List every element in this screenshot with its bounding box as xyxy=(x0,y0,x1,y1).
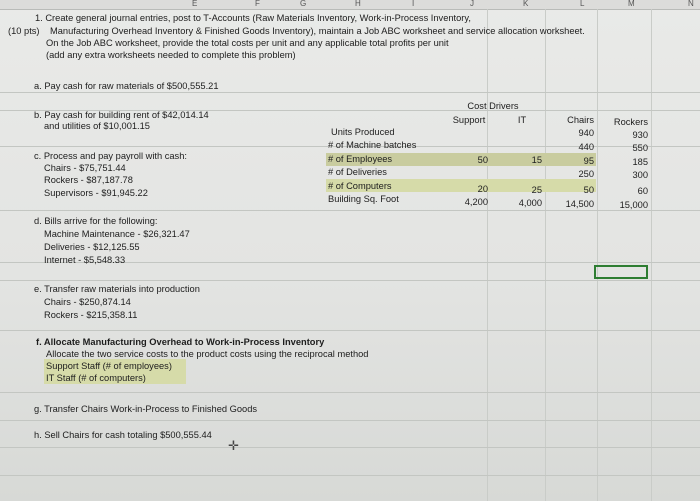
cell-chairs[interactable]: 14,500 xyxy=(565,199,594,209)
row-label[interactable]: Units Produced xyxy=(331,127,395,137)
column-header-row xyxy=(0,0,700,10)
column-letter[interactable]: F xyxy=(255,0,260,8)
cell-chairs[interactable]: 50 xyxy=(583,185,594,195)
column-letter[interactable]: E xyxy=(192,0,198,8)
cell-rockers[interactable]: 930 xyxy=(632,130,648,140)
cell-rockers[interactable]: 300 xyxy=(632,170,648,180)
item-e-line-3[interactable]: Rockers - $215,358.11 xyxy=(44,310,138,320)
item-e-line-2[interactable]: Chairs - $250,874.14 xyxy=(44,297,131,307)
cell-support[interactable]: 50 xyxy=(477,155,488,165)
grid-line xyxy=(0,447,700,448)
grid-line xyxy=(0,280,700,281)
cell-chairs[interactable]: 250 xyxy=(578,169,594,179)
header-it: IT xyxy=(517,115,527,125)
column-letter[interactable]: H xyxy=(355,0,361,8)
item-a[interactable]: a. Pay cash for raw materials of $500,555.21 xyxy=(34,81,219,91)
cost-drivers-header: Cost Drivers xyxy=(467,101,519,111)
column-letter[interactable]: K xyxy=(523,0,529,8)
grid-line xyxy=(0,92,700,93)
grid-line xyxy=(0,420,700,421)
header-chairs: Chairs xyxy=(567,115,594,125)
column-letter[interactable]: M xyxy=(628,0,635,8)
item-d-line-2[interactable]: Machine Maintenance - $26,321.47 xyxy=(44,229,190,239)
cell-chairs[interactable]: 940 xyxy=(578,128,594,138)
grid-line xyxy=(545,9,546,501)
item-c-line-4[interactable]: Supervisors - $91,945.22 xyxy=(44,188,148,198)
item-f-line-4[interactable]: IT Staff (# of computers) xyxy=(46,373,146,383)
item-f-line-2[interactable]: Allocate the two service costs to the product costs using the reciprocal method xyxy=(46,349,369,359)
problem-points: (10 pts) xyxy=(8,26,40,36)
item-c-line-3[interactable]: Rockers - $87,187.78 xyxy=(44,175,133,185)
header-support: Support xyxy=(452,115,486,125)
problem-line-3: On the Job ABC worksheet, provide the total costs per unit and any applicable total profits per unit xyxy=(46,38,449,48)
column-letter[interactable]: G xyxy=(300,0,307,8)
item-h[interactable]: h. Sell Chairs for cash totaling $500,555.44 xyxy=(34,430,212,440)
cell-rockers[interactable]: 550 xyxy=(632,143,648,153)
grid-line xyxy=(0,330,700,331)
problem-line-4: (add any extra worksheets needed to complete this problem) xyxy=(46,50,296,60)
header-rockers: Rockers xyxy=(613,117,648,127)
cell-cursor-icon: ✛ xyxy=(228,438,239,453)
cell-it[interactable]: 25 xyxy=(531,185,542,195)
item-f-line-1[interactable]: f. Allocate Manufacturing Overhead to Work-in-Process Inventory xyxy=(36,337,325,347)
row-label[interactable]: # of Deliveries xyxy=(328,167,387,177)
column-letter[interactable]: L xyxy=(580,0,585,8)
column-letter[interactable]: N xyxy=(688,0,694,8)
problem-line-1: 1. Create general journal entries, post to T-Accounts (Raw Materials Inventory, Work-in-Process Inventory, xyxy=(35,13,471,23)
grid-line xyxy=(0,392,700,393)
cell-rockers[interactable]: 185 xyxy=(632,157,648,167)
column-letter[interactable]: J xyxy=(470,0,474,8)
item-g[interactable]: g. Transfer Chairs Work-in-Process to Finished Goods xyxy=(34,404,258,414)
item-f-line-3[interactable]: Support Staff (# of employees) xyxy=(46,361,172,371)
cell-chairs[interactable]: 95 xyxy=(583,156,594,166)
grid-line xyxy=(0,210,700,211)
row-label[interactable]: # of Machine batches xyxy=(328,140,417,150)
item-b-line-2[interactable]: and utilities of $10,001.15 xyxy=(44,121,150,131)
cell-rockers[interactable]: 60 xyxy=(637,186,648,196)
item-c-line-1[interactable]: c. Process and pay payroll with cash: xyxy=(34,151,187,161)
grid-line xyxy=(651,9,652,501)
item-e-line-1[interactable]: e. Transfer raw materials into production xyxy=(34,284,200,294)
item-d-line-4[interactable]: Internet - $5,548.33 xyxy=(44,255,126,265)
cell-support[interactable]: 20 xyxy=(477,184,488,194)
column-letter[interactable]: I xyxy=(412,0,415,8)
grid-line xyxy=(0,475,700,476)
selected-cell[interactable] xyxy=(594,265,648,279)
cell-it[interactable]: 15 xyxy=(531,155,542,165)
item-d-line-3[interactable]: Deliveries - $12,125.55 xyxy=(44,242,140,252)
cell-rockers[interactable]: 15,000 xyxy=(619,200,648,210)
item-c-line-2[interactable]: Chairs - $75,751.44 xyxy=(44,163,126,173)
problem-line-2: Manufacturing Overhead Inventory & Finished Goods Inventory), maintain a Job ABC worksheet and service allocation worksheet. xyxy=(50,26,585,36)
grid-line xyxy=(597,9,598,501)
cell-chairs[interactable]: 440 xyxy=(578,142,594,152)
row-label[interactable]: Building Sq. Foot xyxy=(328,194,399,204)
grid-line xyxy=(487,9,488,501)
cell-support[interactable]: 4,200 xyxy=(464,197,488,207)
row-label[interactable]: # of Employees xyxy=(328,154,393,164)
item-d-line-1[interactable]: d. Bills arrive for the following: xyxy=(34,216,158,226)
row-label[interactable]: # of Computers xyxy=(328,181,392,191)
item-b-line-1[interactable]: b. Pay cash for building rent of $42,014.14 xyxy=(34,110,209,120)
cell-it[interactable]: 4,000 xyxy=(518,198,542,208)
